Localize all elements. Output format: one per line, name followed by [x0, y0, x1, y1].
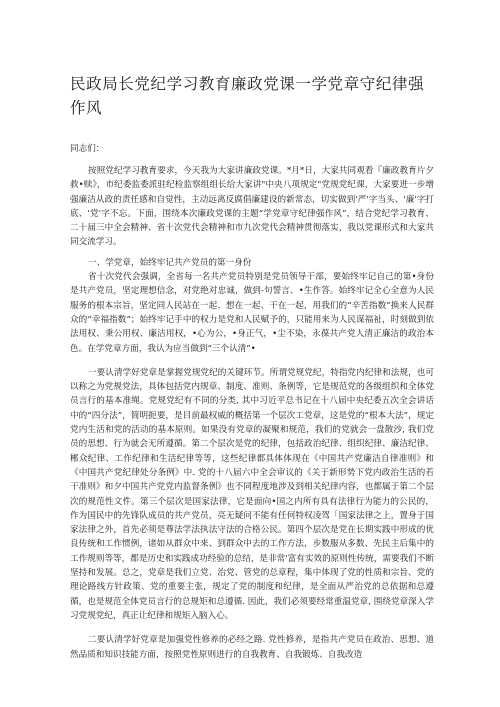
body-paragraph: 二要认清学好党章是加强党性修养的必经之路. 党性修养，是指共产党员在政治、思想、道然品质和知识技能方面，按照党性原则进行的自我教育、自我锻炼、自我改造: [70, 635, 434, 660]
document-title: 民政局长党纪学习教育廉政党课一学党章守纪律强作风: [70, 75, 425, 117]
body-paragraph: 省十次党代会强调，全省每一名共产党员特别是党员领导干部，要始终牢记自己的第•身份是共产党员，坚定理想信念，对党绝对忠诚，做到-句誓言、•生作答。始终牢记全心全意为人民服务的根本宗旨，坚定同人民站在一起、想在一起、干在一起，用我们的“辛苦指数”换来人民群众的“幸福指数”；始终牢记手中的权力是党和人民赋予的，只能用来为人民谋福祉，时刻做到依法用权、秉公用权、廉洁用权，•心为公，•身正气，•尘不染，永葆共产党人清正廉洁的政治本色。在学党章方面，我认为应当做到“三个认清”•: [70, 272, 434, 354]
intro-paragraph: 按照党纪学习教育要求，今天我为大家讲廉政党课。*月*日，大家共同观看『廉政教育片夕救•赎》，市纪委监委派驻纪检监察组组长给大家讲"中央八项规定"党规党纪课，大家要进一步增强廉洁从政的责任感和自觉性，主动远离反腐倡廉建设的新常态，切实做到'严'字当头、'廉'字打底、'党'字不忘。下面，围绕本次廉政党课的主题“学党章守纪律强作风”，结合党纪学习教育、二十届三中全会精神、省十次党代会精神和市九次党代会精神贯彻落实，我以党课形式和大家共同交流学习。: [70, 166, 434, 248]
section-heading: 一、学党章，始终牢记共产党员的第一身份: [88, 257, 252, 268]
greeting: 同志们：: [70, 144, 105, 154]
body-paragraph: 一要认清学好党章是掌握党规党纪的关键环节。所谓党规党纪，特指党内纪律和法规，也可以称之为党规党法，具体包括党内规章、制度、准则、条例等，它是规范党的各级组织和全体党员言行的基本准绳。党规党纪有不同的分类, 其中习近平总书记在十八届中央纪委五次全会讲话中的“四分法”，简明扼要，是目前最权威的概括第一个层次工党章，这是党的“根本大法”，规定党内生活和党的活动的基本原则。如果没有党章的凝聚和规范，我们的党就会一盘散沙, 我们党员的思想、行为就会无所遵循。第二个层次是党的纪律，包括政治纪律、组织纪律、廉洁纪律、郴众纪律、工作纪律和生活纪律等等，这些纪律都具体体现在《中国共产党廉洁自律准则》和《中国共产党纪律处分条例》中. 党的十八届六中全会审议的《关于新形势下党内政治生活的若干准则》和夕中国共产党党内监督条例》也不同程度地涉及到相关纪律内容，也都属于第二个层次的规范性文件。第三个层次是国家法律，它是面向•国之内所有具有法律行为能力的公民的，作为国民中的先锋队成员的共产党员，亮无疑问不能有任何特权凌驾「国家法律之上，置身于国家法律之外，首先必须是尊法学法执法守法的合格公民。第四个层次是党在长期实践中形成的优良传统和工作惯例，诸如从群众中来、到群众中去的工作方法，步数服从多数、先民主后集中的工作规则等等，都是历史和实践成功经验的总结，是非常'富有实效的原则性传统，需要我们不断坚持和发展。总之，党章是我们立党、治党、管党的总章程，集中体现了党的性质和宗旨、党的理论路线方针政策、党的重要主张，规定了党的制度和纪律，是全面从严治党的总依据和总遵循，也是规范全体党员言行的总规矩和总遵循. 因此，我们必须要经常重温党章, 围绕党章深入学习党规党纪，真正让纪律和规矩入脑入心。: [70, 367, 434, 621]
